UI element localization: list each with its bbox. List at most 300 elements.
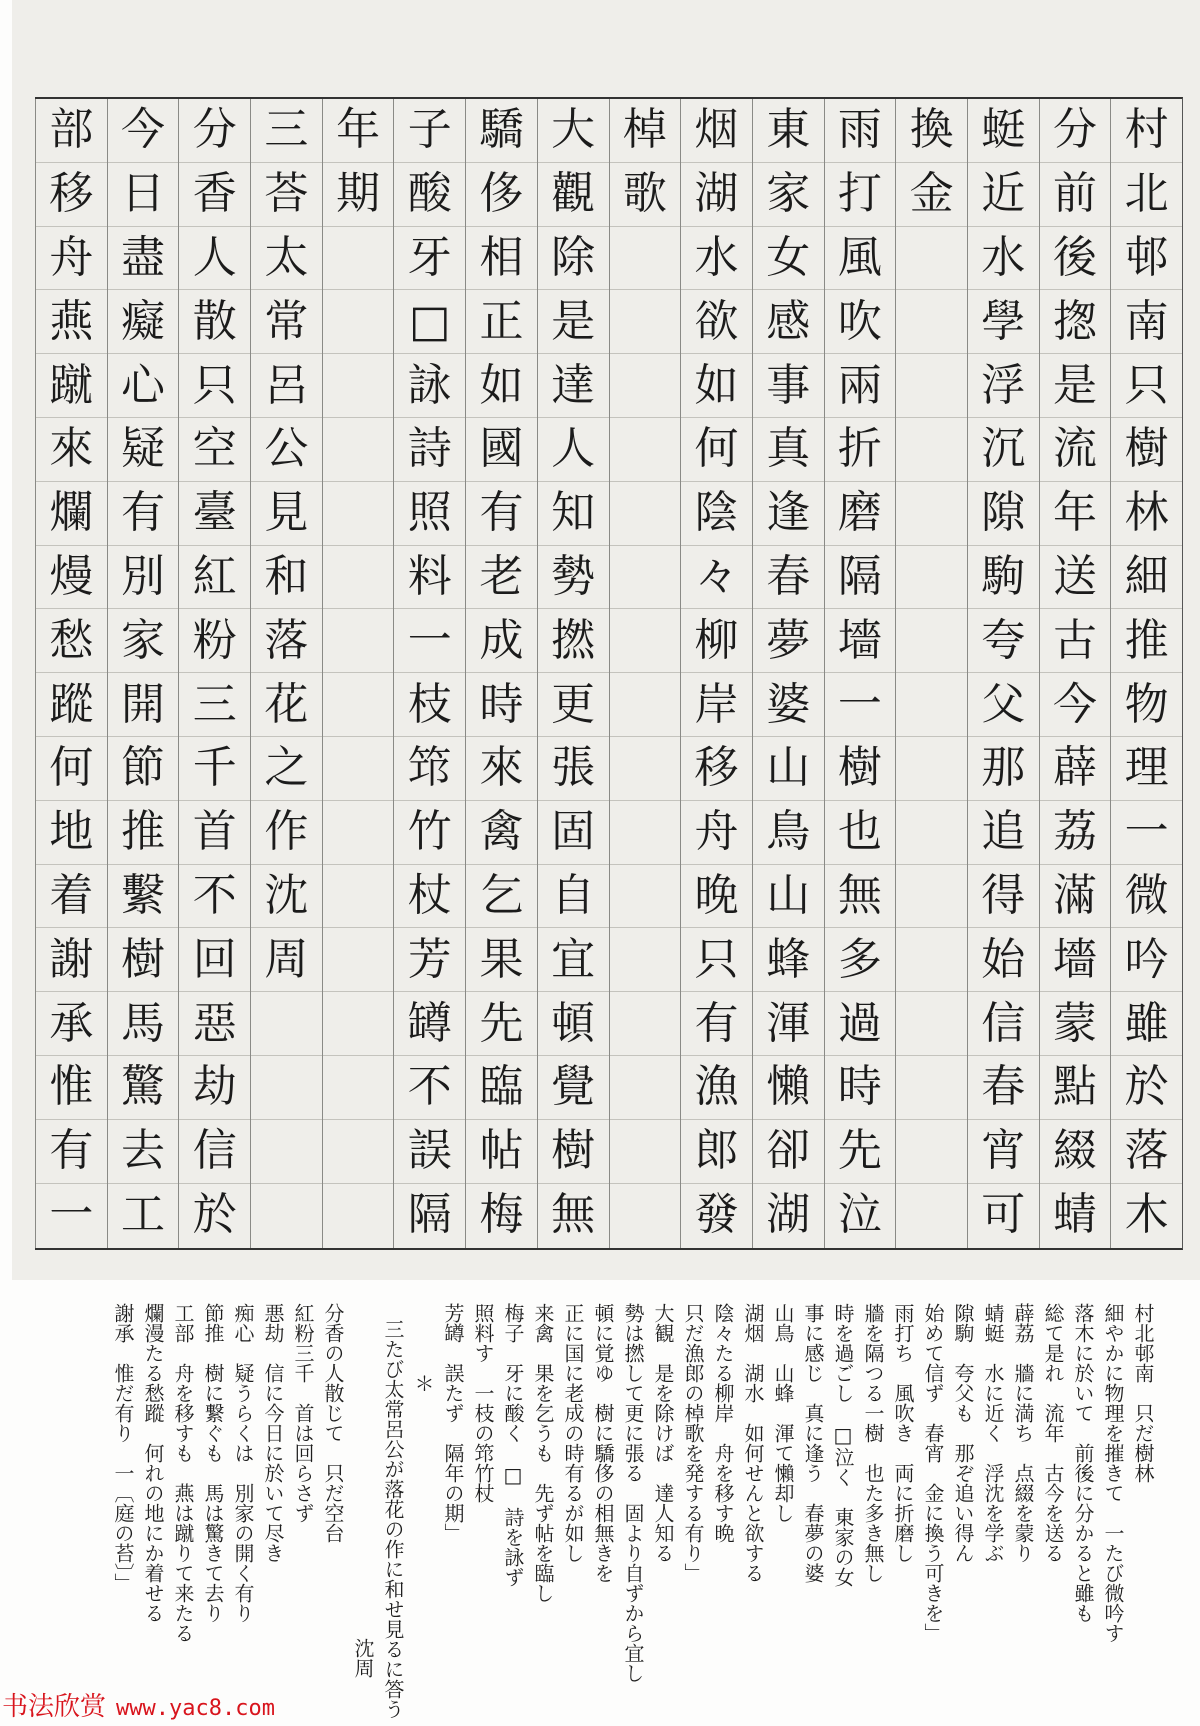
calligraphy-cell xyxy=(610,801,681,865)
reading-line: 大観 是を除けば 達人知る xyxy=(651,1303,675,1563)
calligraphy-cell: 郎 xyxy=(681,1120,752,1184)
calligraphy-cell: 樹 xyxy=(1111,418,1182,482)
calligraphy-cell: 家 xyxy=(753,163,824,227)
reading-line: 痴心 疑うらくは 別家の開く有り xyxy=(231,1303,255,1623)
calligraphy-cell: 果 xyxy=(466,928,537,992)
calligraphy-cell: 水 xyxy=(968,227,1039,291)
calligraphy-cell xyxy=(610,418,681,482)
calligraphy-cell: 微 xyxy=(1111,865,1182,929)
calligraphy-cell: 竹 xyxy=(394,801,465,865)
calligraphy-cell: 夢 xyxy=(753,609,824,673)
calligraphy-cell: 別 xyxy=(108,546,179,610)
calligraphy-cell: 渾 xyxy=(753,992,824,1056)
calligraphy-cell: 不 xyxy=(394,1056,465,1120)
reading-line: 事に感じ 真に逢う 春夢の婆 xyxy=(801,1303,825,1583)
calligraphy-cell: 觀 xyxy=(538,163,609,227)
calligraphy-cell xyxy=(896,737,967,801)
calligraphy-cell: 惟 xyxy=(36,1056,107,1120)
calligraphy-cell: 作 xyxy=(251,801,322,865)
calligraphy-column xyxy=(35,99,107,1248)
calligraphy-cell xyxy=(896,865,967,929)
calligraphy-cell: 帖 xyxy=(466,1120,537,1184)
calligraphy-cell: 酸 xyxy=(394,163,465,227)
calligraphy-cell: 三 xyxy=(179,673,250,737)
calligraphy-cell: 學 xyxy=(968,290,1039,354)
calligraphy-cell: 蜓 xyxy=(968,99,1039,163)
reading-line: 時を過ごし □泣く 東家の女 xyxy=(831,1303,855,1587)
calligraphy-cell: 古 xyxy=(1040,609,1111,673)
calligraphy-cell: 雖 xyxy=(1111,992,1182,1056)
calligraphy-column xyxy=(107,99,179,1248)
calligraphy-cell: 兩 xyxy=(825,354,896,418)
calligraphy-cell: 水 xyxy=(681,227,752,291)
calligraphy-column xyxy=(895,99,967,1248)
reading-line: 村北邨南 只だ樹林 xyxy=(1131,1303,1155,1483)
calligraphy-cell xyxy=(610,928,681,992)
calligraphy-cell: 如 xyxy=(681,354,752,418)
reading-line: 爛漫たる愁蹤 何れの地にか着せる xyxy=(141,1303,165,1623)
calligraphy-cell: 多 xyxy=(825,928,896,992)
calligraphy-cell: 更 xyxy=(538,673,609,737)
calligraphy-cell: 愁 xyxy=(36,609,107,673)
calligraphy-cell xyxy=(610,290,681,354)
calligraphy-cell: 蹴 xyxy=(36,354,107,418)
calligraphy-cell: 柳 xyxy=(681,609,752,673)
calligraphy-cell: 回 xyxy=(179,928,250,992)
reading-line: 来禽 果を乞うも 先ず帖を臨し xyxy=(531,1303,555,1603)
calligraphy-cell: 岸 xyxy=(681,673,752,737)
calligraphy-cell: 紅 xyxy=(179,546,250,610)
calligraphy-cell: 熳 xyxy=(36,546,107,610)
calligraphy-cell: 烟 xyxy=(681,99,752,163)
watermark-url: www.yac8.com xyxy=(116,1696,275,1721)
calligraphy-cell: 承 xyxy=(36,992,107,1056)
calligraphy-cell: 墻 xyxy=(825,609,896,673)
calligraphy-cell: 前 xyxy=(1040,163,1111,227)
calligraphy-cell xyxy=(323,354,394,418)
calligraphy-cell: 年 xyxy=(323,99,394,163)
calligraphy-cell: 風 xyxy=(825,227,896,291)
calligraphy-cell xyxy=(323,928,394,992)
calligraphy-cell: 晚 xyxy=(681,865,752,929)
separator-asterisk: ＊ xyxy=(411,1373,435,1393)
calligraphy-cell: 周 xyxy=(251,928,322,992)
calligraphy-cell xyxy=(323,546,394,610)
calligraphy-cell: 移 xyxy=(36,163,107,227)
calligraphy-column xyxy=(537,99,609,1248)
calligraphy-cell: 舟 xyxy=(681,801,752,865)
calligraphy-cell: 也 xyxy=(825,801,896,865)
calligraphy-cell xyxy=(896,928,967,992)
calligraphy-cell: 林 xyxy=(1111,482,1182,546)
calligraphy-grid xyxy=(35,97,1183,1250)
calligraphy-cell xyxy=(896,801,967,865)
calligraphy-cell: 移 xyxy=(681,737,752,801)
calligraphy-cell: 今 xyxy=(1040,673,1111,737)
reading-line: 正に国に老成の時有るが如し xyxy=(561,1303,585,1563)
calligraphy-cell: 着 xyxy=(36,865,107,929)
calligraphy-cell: 盡 xyxy=(108,227,179,291)
reading-line: 梅子 牙に酸く □ 詩を詠ず xyxy=(501,1303,525,1587)
calligraphy-cell: 漁 xyxy=(681,1056,752,1120)
calligraphy-cell xyxy=(323,1120,394,1184)
calligraphy-cell: 吟 xyxy=(1111,928,1182,992)
calligraphy-cell: 蜂 xyxy=(753,928,824,992)
poem-author: 沈周 xyxy=(351,1638,375,1678)
calligraphy-cell xyxy=(323,801,394,865)
calligraphy-cell: 繫 xyxy=(108,865,179,929)
calligraphy-cell xyxy=(323,482,394,546)
calligraphy-cell: 千 xyxy=(179,737,250,801)
calligraphy-cell: 不 xyxy=(179,865,250,929)
calligraphy-cell: 換 xyxy=(896,99,967,163)
calligraphy-cell: 隙 xyxy=(968,482,1039,546)
calligraphy-cell xyxy=(610,609,681,673)
calligraphy-cell xyxy=(610,865,681,929)
calligraphy-cell: 荅 xyxy=(251,163,322,227)
calligraphy-cell: 有 xyxy=(681,992,752,1056)
calligraphy-cell: 有 xyxy=(108,482,179,546)
calligraphy-cell: 劫 xyxy=(179,1056,250,1120)
calligraphy-cell: 爛 xyxy=(36,482,107,546)
calligraphy-column xyxy=(178,99,250,1248)
calligraphy-cell xyxy=(896,992,967,1056)
calligraphy-cell xyxy=(896,482,967,546)
calligraphy-cell: 逢 xyxy=(753,482,824,546)
calligraphy-cell: 疑 xyxy=(108,418,179,482)
calligraphy-cell: 推 xyxy=(108,801,179,865)
calligraphy-cell xyxy=(896,1184,967,1248)
calligraphy-cell: 來 xyxy=(466,737,537,801)
calligraphy-cell: 々 xyxy=(681,546,752,610)
calligraphy-cell xyxy=(323,609,394,673)
calligraphy-cell: 棹 xyxy=(610,99,681,163)
calligraphy-cell: 墻 xyxy=(1040,928,1111,992)
calligraphy-cell: 去 xyxy=(108,1120,179,1184)
calligraphy-cell xyxy=(323,992,394,1056)
reading-line: 悪劫 信に今日に於いて尽き xyxy=(261,1303,285,1563)
calligraphy-cell: 欲 xyxy=(681,290,752,354)
reading-line: 山鳥 山蜂 渾て懶却し xyxy=(771,1303,795,1523)
calligraphy-cell: 蜻 xyxy=(1052,1189,1097,1241)
calligraphy-cell: 三 xyxy=(251,99,322,163)
reading-line: 隙駒 夸父も 那ぞ追い得ん xyxy=(951,1303,975,1563)
calligraphy-cell: 照 xyxy=(394,482,465,546)
calligraphy-cell: 分 xyxy=(179,99,250,163)
watermark-label: 书法欣赏 xyxy=(2,1692,107,1722)
calligraphy-cell xyxy=(323,227,394,291)
reading-line: 節推 樹に繋ぐも 馬は驚きて去り xyxy=(201,1303,225,1623)
reading-line: 照料す 一枝の筇竹杖 xyxy=(471,1303,495,1503)
calligraphy-cell xyxy=(610,482,681,546)
calligraphy-column xyxy=(393,99,465,1248)
calligraphy-cell: 頓 xyxy=(538,992,609,1056)
calligraphy-cell xyxy=(896,1056,967,1120)
calligraphy-cell: 湖 xyxy=(681,163,752,227)
calligraphy-cell: 何 xyxy=(681,418,752,482)
calligraphy-cell: 隔 xyxy=(407,1189,452,1241)
calligraphy-cell: 心 xyxy=(108,354,179,418)
calligraphy-cell xyxy=(323,673,394,737)
calligraphy-cell: 揔 xyxy=(1040,290,1111,354)
calligraphy-column xyxy=(824,99,896,1248)
calligraphy-cell: 知 xyxy=(538,482,609,546)
calligraphy-cell: 年 xyxy=(1040,482,1111,546)
calligraphy-cell: 只 xyxy=(1111,354,1182,418)
calligraphy-cell: 燕 xyxy=(36,290,107,354)
calligraphy-cell: 太 xyxy=(251,227,322,291)
watermark xyxy=(2,1686,275,1723)
calligraphy-cell: 信 xyxy=(179,1120,250,1184)
calligraphy-cell: 空 xyxy=(179,418,250,482)
calligraphy-cell: 薜 xyxy=(1040,737,1111,801)
calligraphy-cell: 詩 xyxy=(394,418,465,482)
calligraphy-cell: 山 xyxy=(753,737,824,801)
calligraphy-cell: 過 xyxy=(825,992,896,1056)
calligraphy-cell: 先 xyxy=(825,1120,896,1184)
calligraphy-cell: 禽 xyxy=(466,801,537,865)
calligraphy-cell: 山 xyxy=(753,865,824,929)
calligraphy-cell: 一 xyxy=(825,673,896,737)
calligraphy-cell xyxy=(610,737,681,801)
calligraphy-cell: 自 xyxy=(538,865,609,929)
calligraphy-cell: 浮 xyxy=(968,354,1039,418)
calligraphy-cell: 宜 xyxy=(538,928,609,992)
calligraphy-cell xyxy=(610,1120,681,1184)
calligraphy-cell: 工 xyxy=(121,1189,166,1241)
calligraphy-cell: 期 xyxy=(323,163,394,227)
calligraphy-cell xyxy=(610,673,681,737)
calligraphy-cell: 落 xyxy=(1111,1120,1182,1184)
calligraphy-cell xyxy=(251,992,322,1056)
calligraphy-cell: 有 xyxy=(36,1120,107,1184)
calligraphy-cell: 木 xyxy=(1124,1189,1169,1241)
calligraphy-cell: 春 xyxy=(753,546,824,610)
calligraphy-cell xyxy=(323,290,394,354)
calligraphy-cell: 惡 xyxy=(179,992,250,1056)
calligraphy-cell: 公 xyxy=(251,418,322,482)
calligraphy-cell: 正 xyxy=(466,290,537,354)
calligraphy-cell: 家 xyxy=(108,609,179,673)
calligraphy-cell xyxy=(610,992,681,1056)
calligraphy-cell: 相 xyxy=(466,227,537,291)
calligraphy-column xyxy=(322,99,394,1248)
calligraphy-cell: 是 xyxy=(538,290,609,354)
reading-line: 工部 舟を移すも 燕は蹴りて来たる xyxy=(171,1303,195,1643)
calligraphy-cell: 樹 xyxy=(108,928,179,992)
calligraphy-column xyxy=(250,99,322,1248)
calligraphy-cell: 可 xyxy=(981,1189,1026,1241)
calligraphy-cell xyxy=(323,1056,394,1120)
calligraphy-cell: 人 xyxy=(179,227,250,291)
calligraphy-cell xyxy=(323,1184,394,1248)
calligraphy-cell: 於 xyxy=(192,1189,237,1241)
calligraphy-cell xyxy=(251,1120,322,1184)
reading-line: 総て是れ 流年 古今を送る xyxy=(1041,1303,1065,1563)
calligraphy-cell: 見 xyxy=(251,482,322,546)
calligraphy-cell: 滿 xyxy=(1040,865,1111,929)
calligraphy-cell: 杖 xyxy=(394,865,465,929)
calligraphy-cell: 發 xyxy=(694,1189,739,1241)
calligraphy-cell: 謝 xyxy=(36,928,107,992)
calligraphy-cell: 陰 xyxy=(681,482,752,546)
calligraphy-cell: 事 xyxy=(753,354,824,418)
calligraphy-cell: 除 xyxy=(538,227,609,291)
calligraphy-cell: 樹 xyxy=(825,737,896,801)
calligraphy-cell: 蒙 xyxy=(1040,992,1111,1056)
calligraphy-cell: 來 xyxy=(36,418,107,482)
reading-line: 頓に覚ゆ 樹に驕侈の相無きを xyxy=(591,1303,615,1583)
calligraphy-cell: 罇 xyxy=(394,992,465,1056)
calligraphy-cell: 常 xyxy=(251,290,322,354)
calligraphy-cell: 信 xyxy=(968,992,1039,1056)
calligraphy-cell xyxy=(251,1056,322,1120)
calligraphy-cell: 臺 xyxy=(179,482,250,546)
calligraphy-cell: 金 xyxy=(896,163,967,227)
calligraphy-cell: 於 xyxy=(1111,1056,1182,1120)
calligraphy-column xyxy=(1110,99,1182,1248)
reading-line: 始めて信ず 春宵 金に換う可きを」 xyxy=(921,1303,945,1643)
calligraphy-cell: 一 xyxy=(394,609,465,673)
calligraphy-cell: 折 xyxy=(825,418,896,482)
calligraphy-cell: 沉 xyxy=(968,418,1039,482)
calligraphy-cell: 誤 xyxy=(394,1120,465,1184)
calligraphy-cell xyxy=(323,737,394,801)
calligraphy-cell: 撚 xyxy=(538,609,609,673)
calligraphy-cell: 真 xyxy=(753,418,824,482)
calligraphy-cell: 分 xyxy=(1040,99,1111,163)
calligraphy-cell: 節 xyxy=(108,737,179,801)
calligraphy-cell xyxy=(896,354,967,418)
calligraphy-cell: 乞 xyxy=(466,865,537,929)
reading-line: 陰々たる柳岸 舟を移す晩 xyxy=(711,1303,735,1543)
calligraphy-cell: 呂 xyxy=(251,354,322,418)
calligraphy-cell: 一 xyxy=(49,1189,94,1241)
calligraphy-cell: □ xyxy=(394,290,465,354)
calligraphy-cell: 部 xyxy=(36,99,107,163)
calligraphy-cell: 女 xyxy=(753,227,824,291)
calligraphy-column xyxy=(752,99,824,1248)
calligraphy-cell: 隔 xyxy=(825,546,896,610)
calligraphy-cell: 達 xyxy=(538,354,609,418)
calligraphy-cell: 花 xyxy=(251,673,322,737)
calligraphy-cell: 泣 xyxy=(837,1189,882,1241)
calligraphy-cell: 追 xyxy=(968,801,1039,865)
calligraphy-cell: 覺 xyxy=(538,1056,609,1120)
calligraphy-column xyxy=(465,99,537,1248)
calligraphy-cell xyxy=(896,673,967,737)
calligraphy-cell: 筇 xyxy=(394,737,465,801)
calligraphy-cell: 老 xyxy=(466,546,537,610)
calligraphy-cell: 枝 xyxy=(394,673,465,737)
calligraphy-cell: 始 xyxy=(968,928,1039,992)
calligraphy-cell: 夸 xyxy=(968,609,1039,673)
calligraphy-cell: 成 xyxy=(466,609,537,673)
calligraphy-cell: 樹 xyxy=(538,1120,609,1184)
calligraphy-cell: 理 xyxy=(1111,737,1182,801)
calligraphy-cell: 東 xyxy=(753,99,824,163)
calligraphy-cell: 詠 xyxy=(394,354,465,418)
calligraphy-cell: 雨 xyxy=(825,99,896,163)
calligraphy-cell: 牙 xyxy=(394,227,465,291)
calligraphy-cell: 時 xyxy=(466,673,537,737)
calligraphy-cell xyxy=(323,865,394,929)
calligraphy-cell: 沈 xyxy=(251,865,322,929)
calligraphy-column xyxy=(967,99,1039,1248)
calligraphy-cell: 得 xyxy=(968,865,1039,929)
reading-line: 雨打ち 風吹き 両に折磨し xyxy=(891,1303,915,1563)
calligraphy-cell: 舟 xyxy=(36,227,107,291)
calligraphy-cell: 勢 xyxy=(538,546,609,610)
calligraphy-cell: 宵 xyxy=(968,1120,1039,1184)
calligraphy-cell xyxy=(251,1184,322,1248)
calligraphy-cell: 婆 xyxy=(753,673,824,737)
calligraphy-cell: 磨 xyxy=(825,482,896,546)
calligraphy-cell: 驕 xyxy=(466,99,537,163)
calligraphy-cell: 子 xyxy=(394,99,465,163)
calligraphy-cell: 打 xyxy=(825,163,896,227)
calligraphy-cell: 推 xyxy=(1111,609,1182,673)
reading-line: 只だ漁郎の棹歌を発する有り」 xyxy=(681,1303,705,1583)
calligraphy-cell xyxy=(323,418,394,482)
calligraphy-cell: 物 xyxy=(1111,673,1182,737)
calligraphy-cell: 料 xyxy=(394,546,465,610)
calligraphy-cell: 無 xyxy=(825,865,896,929)
calligraphy-cell: 感 xyxy=(753,290,824,354)
reading-line: 紅粉三千 首は回らさず xyxy=(291,1303,315,1523)
calligraphy-cell: 父 xyxy=(968,673,1039,737)
calligraphy-cell: 只 xyxy=(179,354,250,418)
reading-line: 謝承 惟だ有り 一〔庭の苔〕」 xyxy=(111,1303,135,1593)
reading-line: 落木に於いて 前後に分かると雖も xyxy=(1071,1303,1095,1623)
calligraphy-cell: 南 xyxy=(1111,290,1182,354)
calligraphy-cell: 荔 xyxy=(1040,801,1111,865)
calligraphy-cell xyxy=(896,418,967,482)
calligraphy-cell: 首 xyxy=(179,801,250,865)
calligraphy-cell: 張 xyxy=(538,737,609,801)
calligraphy-cell: 細 xyxy=(1111,546,1182,610)
calligraphy-cell: 驚 xyxy=(108,1056,179,1120)
calligraphy-cell: 先 xyxy=(466,992,537,1056)
calligraphy-cell: 綴 xyxy=(1040,1120,1111,1184)
calligraphy-cell: 流 xyxy=(1040,418,1111,482)
reading-line: 牆を隔つる一樹 也た多き無し xyxy=(861,1303,885,1583)
calligraphy-cell: 後 xyxy=(1040,227,1111,291)
reading-line: 勢は撚して更に張る 固より自ずから宜し xyxy=(621,1303,645,1683)
calligraphy-column xyxy=(1039,99,1111,1248)
calligraphy-cell: 何 xyxy=(36,737,107,801)
calligraphy-cell: 蹤 xyxy=(36,673,107,737)
calligraphy-cell: 懶 xyxy=(753,1056,824,1120)
calligraphy-cell xyxy=(610,227,681,291)
calligraphy-cell: 卻 xyxy=(753,1120,824,1184)
calligraphy-cell: 送 xyxy=(1040,546,1111,610)
calligraphy-cell: 今 xyxy=(108,99,179,163)
reading-line: 薜荔 牆に満ち 点綴を蒙り xyxy=(1011,1303,1035,1563)
calligraphy-cell: 癡 xyxy=(108,290,179,354)
calligraphy-column xyxy=(609,99,681,1248)
calligraphy-cell: 春 xyxy=(968,1056,1039,1120)
calligraphy-cell: 北 xyxy=(1111,163,1182,227)
calligraphy-cell: 侈 xyxy=(466,163,537,227)
reading-line: 湖烟 湖水 如何せんと欲する xyxy=(741,1303,765,1583)
calligraphy-cell: 之 xyxy=(251,737,322,801)
calligraphy-cell xyxy=(896,1120,967,1184)
calligraphy-cell: 地 xyxy=(36,801,107,865)
calligraphy-cell: 有 xyxy=(466,482,537,546)
calligraphy-cell: 大 xyxy=(538,99,609,163)
calligraphy-cell xyxy=(896,609,967,673)
